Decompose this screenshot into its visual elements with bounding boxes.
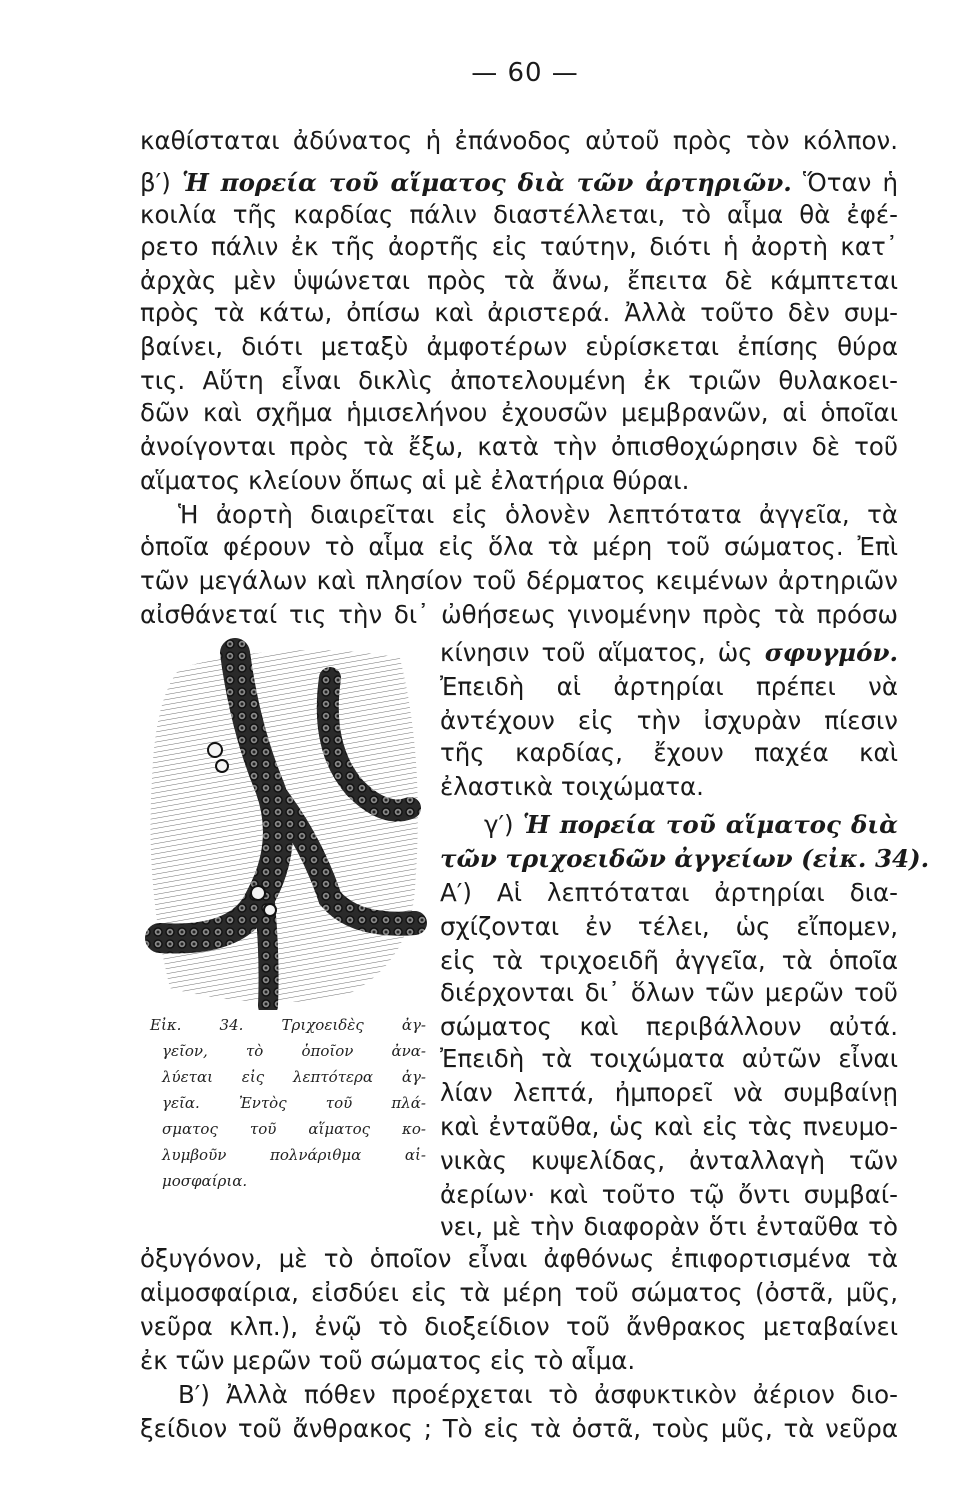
text-line: λίαν λεπτά, ἠμπορεῖ νὰ συμβαίνῃ [440,1078,898,1107]
text-line: ἐλαστικὰ τοιχώματα. [440,772,704,801]
caption-line: λύεται εἰς λεπτότερα ἀγ- [162,1068,426,1086]
pulse-line [440,636,898,670]
caption-line: σματος τοῦ αἵματος κο- [162,1120,426,1138]
caption-line: λυμβοῦν πολνάριθμα αἱ- [162,1146,426,1164]
text-line: Ἐπειδὴ τὰ τοιχώματα αὐτῶν εἶναι [440,1044,898,1073]
text-line: ἀερίων· καὶ τοῦτο τῷ ὄντι συμβαί- [440,1180,898,1209]
caption-line: μοσφαίρια. [162,1172,248,1190]
page-number: — 60 — [471,58,579,88]
text-line: τῶν μεγάλων καὶ πλησίον τοῦ δέρματος κειμένων ἀρτηριῶν [140,566,898,595]
text-line: κοιλία τῆς καρδίας πάλιν διαστέλλεται, τὸ αἷμα θὰ ἐφέ- [140,200,898,229]
section-heading: Ἡ πορεία τοῦ αἵματος διὰ τῶν ἀρτηριῶν. [181,168,792,197]
text-line: ξείδιον τοῦ ἄνθρακος ; Τὸ εἰς τὰ ὀστᾶ, τοὺς μῦς, τὰ νεῦρα [140,1414,898,1443]
text-line: σώματος καὶ περιβάλλουν αὐτά. [440,1012,898,1041]
text-line: πρὸς τὰ κάτω, ὀπίσω καὶ ἀριστερά. Ἀλλὰ τοῦτο δὲν συμ- [140,298,898,327]
figure-caption [150,1012,426,1194]
blood-cell [251,886,265,900]
text-line: ρετο πάλιν ἐκ τῆς ἀορτῆς εἰς ταύτην, διότι ἡ ἀορτὴ κατ᾽ [140,232,898,261]
section-c-heading-line [484,808,898,842]
section-marker: β′) [140,168,182,197]
text-line: ὀξυγόνον, μὲ τὸ ὁποῖον εἶναι ἀφθόνως ἐπιφορτισμένα τὰ [140,1244,898,1273]
text-line: ὁποῖα φέρουν τὸ αἷμα εἰς ὅλα τὰ μέρη τοῦ σώματος. Ἐπὶ [140,532,898,561]
text-line: καὶ ἐνταῦθα, ὡς καὶ εἰς τὰς πνευμο- [440,1112,898,1141]
text-fragment: Ὅταν ἡ [791,168,899,197]
section-heading-continued: τῶν τριχοειδῶν ἀγγείων (εἰκ. 34). [440,844,930,873]
text-line: νει, μὲ τὴν διαφορὰν ὅτι ἐνταῦθα τὸ [440,1212,898,1241]
caption-line: Εἰκ. 34. Τριχοειδὲς ἀγ- [150,1016,426,1034]
text-line: αἵματος κλείουν ὅπως αἱ μὲ ἐλατήρια θύραι. [140,466,690,495]
section-b-first-line [140,166,898,200]
text-line: ἀρχὰς μὲν ὑψώνεται πρὸς τὰ ἄνω, ἔπειτα δὲ κάμπτεται [140,266,898,295]
capillary-illustration [140,638,428,1010]
text-line: τῆς καρδίας, ἔχουν παχέα καὶ [440,738,898,767]
caption-line: γεῖον, τὸ ὁποῖον ἀνα- [162,1042,426,1060]
blood-cell [216,760,228,772]
text-line: Α′) Αἱ λεπτόταται ἀρτηρίαι δια- [440,878,898,907]
text-line: αἱμοσφαίρια, εἰσδύει εἰς τὰ μέρη τοῦ σώματος (ὀστᾶ, μῦς, [140,1278,898,1307]
text-line: Ἡ ἀορτὴ διαιρεῖται εἰς ὁλονὲν λεπτότατα ἀγγεῖα, τὰ [178,500,898,529]
text-line: νεῦρα κλπ.), ἐνῷ τὸ διοξείδιον τοῦ ἄνθρακος μεταβαίνει [140,1312,898,1341]
text-line: τις. Αὕτη εἶναι δικλὶς ἀποτελουμένη ἐκ τριῶν θυλακοει- [140,366,898,395]
text-line: διέρχονται δι᾽ ὅλων τῶν μερῶν τοῦ [440,978,898,1007]
text-fragment: κίνησιν τοῦ αἵματος, ὡς [440,638,765,667]
text-line: σχίζονται ἐν τέλει, ὡς εἴπομεν, [440,912,898,941]
text-line: αἰσθάνεταί τις τὴν δι᾽ ὠθήσεως γινομένην πρὸς τὰ πρόσω [140,600,898,629]
text-line: καθίσταται ἀδύνατος ἡ ἐπάνοδος αὐτοῦ πρὸς τὸν κόλπον. [140,126,898,155]
capillary-branch [265,903,269,1006]
text-line: ἀντέχουν εἰς τὴν ἰσχυρὰν πίεσιν [440,706,898,735]
pulse-term: σφυγμόν. [764,638,898,667]
blood-cell [264,904,276,916]
caption-line: γεῖα. Ἐντὸς τοῦ πλά- [162,1094,426,1112]
text-line: βαίνει, διότι μεταξὺ ἀμφοτέρων εὑρίσκεται ἐπίσης θύρα [140,332,898,361]
text-line: ἐκ τῶν μερῶν τοῦ σώματος εἰς τὸ αἷμα. [140,1346,636,1375]
text-line: ἀνοίγονται πρὸς τὰ ἔξω, κατὰ τὴν ὀπισθοχώρησιν δὲ τοῦ [140,432,898,461]
section-heading: Ἡ πορεία τοῦ αἵματος διὰ [522,810,898,839]
blood-cell [208,743,222,757]
text-line: Ἐπειδὴ αἱ ἀρτηρίαι πρέπει νὰ [440,672,898,701]
text-line: νικὰς κυψελίδας, ἀνταλλαγὴ τῶν [440,1146,898,1175]
text-line: εἰς τὰ τριχοειδῆ ἀγγεῖα, τὰ ὁποῖα [440,946,898,975]
text-line: δῶν καὶ σχῆμα ἡμισελήνου ἐχουσῶν μεμβρανῶν, αἱ ὁποῖαι [140,398,898,427]
text-line: Β′) Ἀλλὰ πόθεν προέρχεται τὸ ἀσφυκτικὸν ἀέριον διο- [178,1380,898,1409]
section-marker: γ′) [484,810,523,839]
